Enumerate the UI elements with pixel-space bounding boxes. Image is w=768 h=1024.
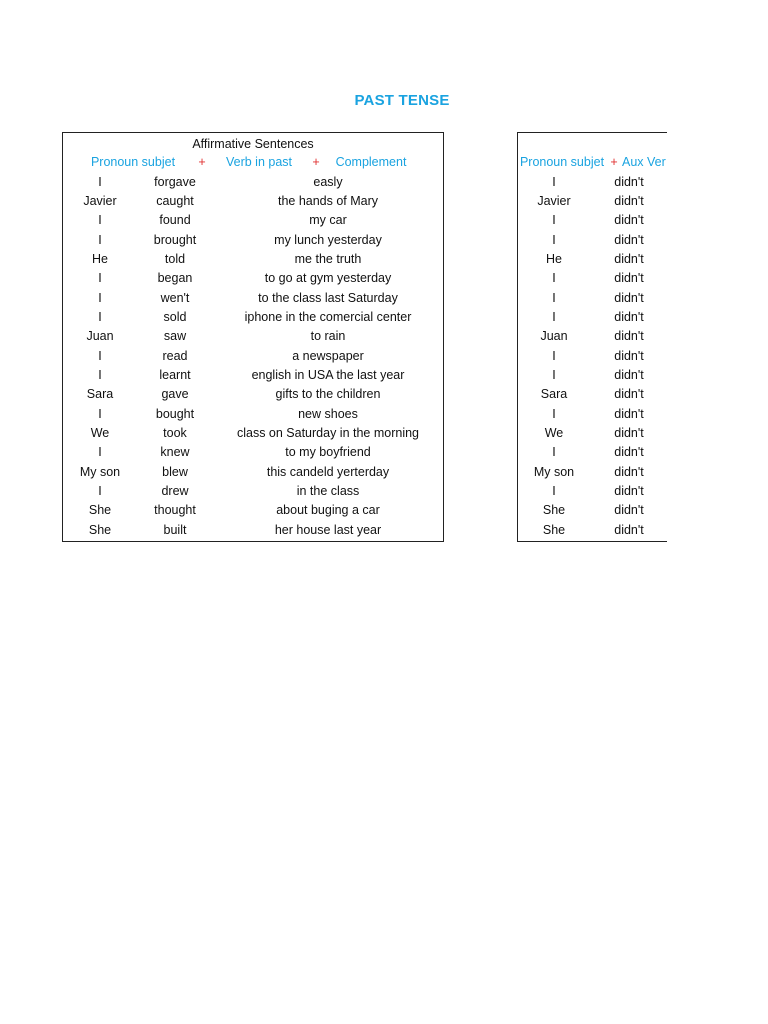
row-pronoun: I [98, 309, 102, 324]
row-verb: took [163, 426, 187, 441]
negative-row [518, 211, 667, 230]
row-complement: gifts to the children [275, 387, 381, 402]
row-complement: the hands of Mary [277, 193, 379, 208]
neg-header-pronoun: Pronoun subjet [519, 155, 605, 169]
neg-row-pronoun: I [552, 484, 556, 499]
row-verb: knew [160, 445, 190, 460]
affirmative-row [63, 250, 443, 269]
row-verb: blew [162, 464, 188, 479]
row-pronoun: She [88, 522, 112, 537]
negative-row [518, 192, 667, 211]
negative-row [518, 424, 667, 443]
row-verb: bought [155, 406, 195, 421]
neg-row-pronoun: My son [533, 464, 575, 479]
negative-row [518, 327, 667, 346]
neg-row-pronoun: I [552, 271, 556, 286]
negative-row [518, 173, 667, 192]
negative-row [518, 347, 667, 366]
neg-row-aux: didn't [614, 329, 644, 344]
row-verb: told [164, 251, 186, 266]
neg-row-pronoun: He [546, 251, 562, 266]
neg-row-aux: didn't [614, 193, 644, 208]
row-pronoun: He [92, 251, 108, 266]
row-pronoun: Sara [86, 387, 114, 402]
row-verb: read [162, 348, 188, 363]
header-plus-1: + [198, 155, 206, 169]
page-title: PAST TENSE [354, 92, 450, 109]
neg-row-pronoun: She [542, 522, 566, 537]
neg-row-aux: didn't [614, 174, 644, 189]
row-complement: in the class [296, 484, 360, 499]
neg-row-aux: didn't [614, 232, 644, 247]
row-complement: to my boyfriend [285, 445, 371, 460]
neg-row-aux: didn't [614, 406, 644, 421]
neg-row-aux: didn't [614, 464, 644, 479]
row-verb: caught [156, 193, 194, 208]
negative-table-viewport [517, 132, 667, 542]
neg-row-pronoun: I [552, 368, 556, 382]
row-complement: to the class last Saturday [258, 290, 398, 305]
row-complement: my car [309, 213, 347, 228]
row-pronoun: I [98, 174, 102, 189]
negative-row [518, 250, 667, 269]
row-pronoun: I [98, 406, 102, 421]
neg-row-aux: didn't [614, 387, 644, 402]
row-verb: thought [154, 503, 196, 518]
neg-row-pronoun: Sara [540, 387, 568, 402]
affirmative-row [63, 443, 443, 462]
neg-row-pronoun: I [552, 232, 556, 247]
header-complement: Complement [335, 155, 407, 169]
negative-row [518, 482, 667, 501]
affirmative-row [63, 231, 443, 250]
neg-row-aux: didn't [614, 445, 644, 460]
neg-row-pronoun: I [552, 406, 556, 421]
row-pronoun: I [98, 445, 102, 460]
row-complement: to rain [310, 329, 346, 344]
row-pronoun: I [98, 348, 102, 363]
row-complement: iphone in the comercial center [244, 309, 412, 324]
row-verb: built [163, 522, 187, 537]
row-pronoun: She [88, 503, 112, 518]
negative-row [518, 231, 667, 250]
negative-row [518, 521, 667, 540]
row-verb: saw [163, 329, 187, 344]
neg-row-pronoun: I [552, 348, 556, 363]
row-complement: a newspaper [292, 348, 364, 363]
row-complement: english in USA the last year [251, 368, 405, 382]
header-plus-2: + [312, 155, 320, 169]
affirmative-row [63, 385, 443, 404]
header-verb-in-past: Verb in past [225, 155, 292, 169]
affirmative-row [63, 424, 443, 443]
row-complement: this candeld yerterday [266, 464, 390, 479]
neg-row-aux: didn't [614, 426, 644, 441]
negative-table [517, 132, 667, 542]
affirmative-row [63, 192, 443, 211]
neg-row-pronoun: I [552, 309, 556, 324]
negative-row [518, 269, 667, 288]
affirmative-row [63, 173, 443, 192]
neg-row-aux: didn't [614, 271, 644, 286]
row-verb: brought [153, 232, 197, 247]
affirmative-row [63, 289, 443, 308]
neg-header-aux-verb: Aux Ver [622, 155, 666, 169]
affirmative-row [63, 327, 443, 346]
row-complement: new shoes [298, 406, 358, 421]
neg-row-pronoun: Javier [537, 193, 571, 208]
negative-row [518, 463, 667, 482]
neg-row-pronoun: I [552, 213, 556, 228]
neg-row-pronoun: I [552, 445, 556, 460]
affirmative-row [63, 366, 443, 385]
negative-row [518, 443, 667, 462]
row-complement: to go at gym yesterday [264, 271, 392, 286]
row-pronoun: I [98, 484, 102, 499]
row-pronoun: I [98, 368, 102, 382]
affirmative-row [63, 211, 443, 230]
neg-row-aux: didn't [614, 251, 644, 266]
neg-header-plus: + [610, 155, 618, 169]
row-complement: easly [313, 174, 343, 189]
negative-row [518, 289, 667, 308]
neg-row-aux: didn't [614, 213, 644, 228]
row-verb: found [159, 213, 191, 228]
row-verb: began [157, 271, 193, 286]
negative-row [518, 308, 667, 327]
row-pronoun: I [98, 213, 102, 228]
row-pronoun: I [98, 271, 102, 286]
header-pronoun: Pronoun subjet [90, 155, 176, 169]
row-complement: about buging a car [276, 503, 380, 518]
affirmative-row [63, 482, 443, 501]
neg-row-aux: didn't [614, 484, 644, 499]
row-pronoun: My son [79, 464, 121, 479]
row-complement: me the truth [294, 251, 362, 266]
row-pronoun: Juan [86, 329, 114, 344]
neg-row-aux: didn't [614, 368, 644, 382]
neg-row-pronoun: I [552, 290, 556, 305]
neg-row-aux: didn't [614, 503, 644, 518]
neg-row-aux: didn't [614, 290, 644, 305]
row-pronoun: I [98, 232, 102, 247]
neg-row-pronoun: Juan [540, 329, 568, 344]
affirmative-row [63, 501, 443, 520]
row-verb: learnt [159, 368, 191, 382]
neg-row-aux: didn't [614, 309, 644, 324]
row-complement: class on Saturday in the morning [236, 426, 420, 441]
row-pronoun: Javier [83, 193, 117, 208]
row-complement: her house last year [274, 522, 382, 537]
affirmative-row [63, 521, 443, 540]
row-pronoun: I [98, 290, 102, 305]
row-verb: wen't [160, 290, 190, 305]
neg-row-aux: didn't [614, 522, 644, 537]
affirmative-header-row [63, 153, 443, 172]
affirmative-row [63, 347, 443, 366]
neg-row-aux: didn't [614, 348, 644, 363]
row-verb: drew [161, 484, 189, 499]
negative-row [518, 501, 667, 520]
affirmative-row [63, 463, 443, 482]
neg-row-pronoun: We [544, 426, 564, 441]
negative-row [518, 405, 667, 424]
affirmative-caption: Affirmative Sentences [192, 137, 314, 151]
row-verb: forgave [154, 174, 196, 189]
row-pronoun: We [90, 426, 110, 441]
affirmative-row [63, 405, 443, 424]
negative-header-row [518, 153, 667, 172]
affirmative-row [63, 269, 443, 288]
neg-row-pronoun: I [552, 174, 556, 189]
row-verb: sold [163, 309, 187, 324]
affirmative-row [63, 308, 443, 327]
affirmative-table [62, 132, 444, 542]
negative-row [518, 385, 667, 404]
row-complement: my lunch yesterday [274, 232, 382, 247]
neg-row-pronoun: She [542, 503, 566, 518]
row-verb: gave [161, 387, 189, 402]
negative-row [518, 366, 667, 385]
